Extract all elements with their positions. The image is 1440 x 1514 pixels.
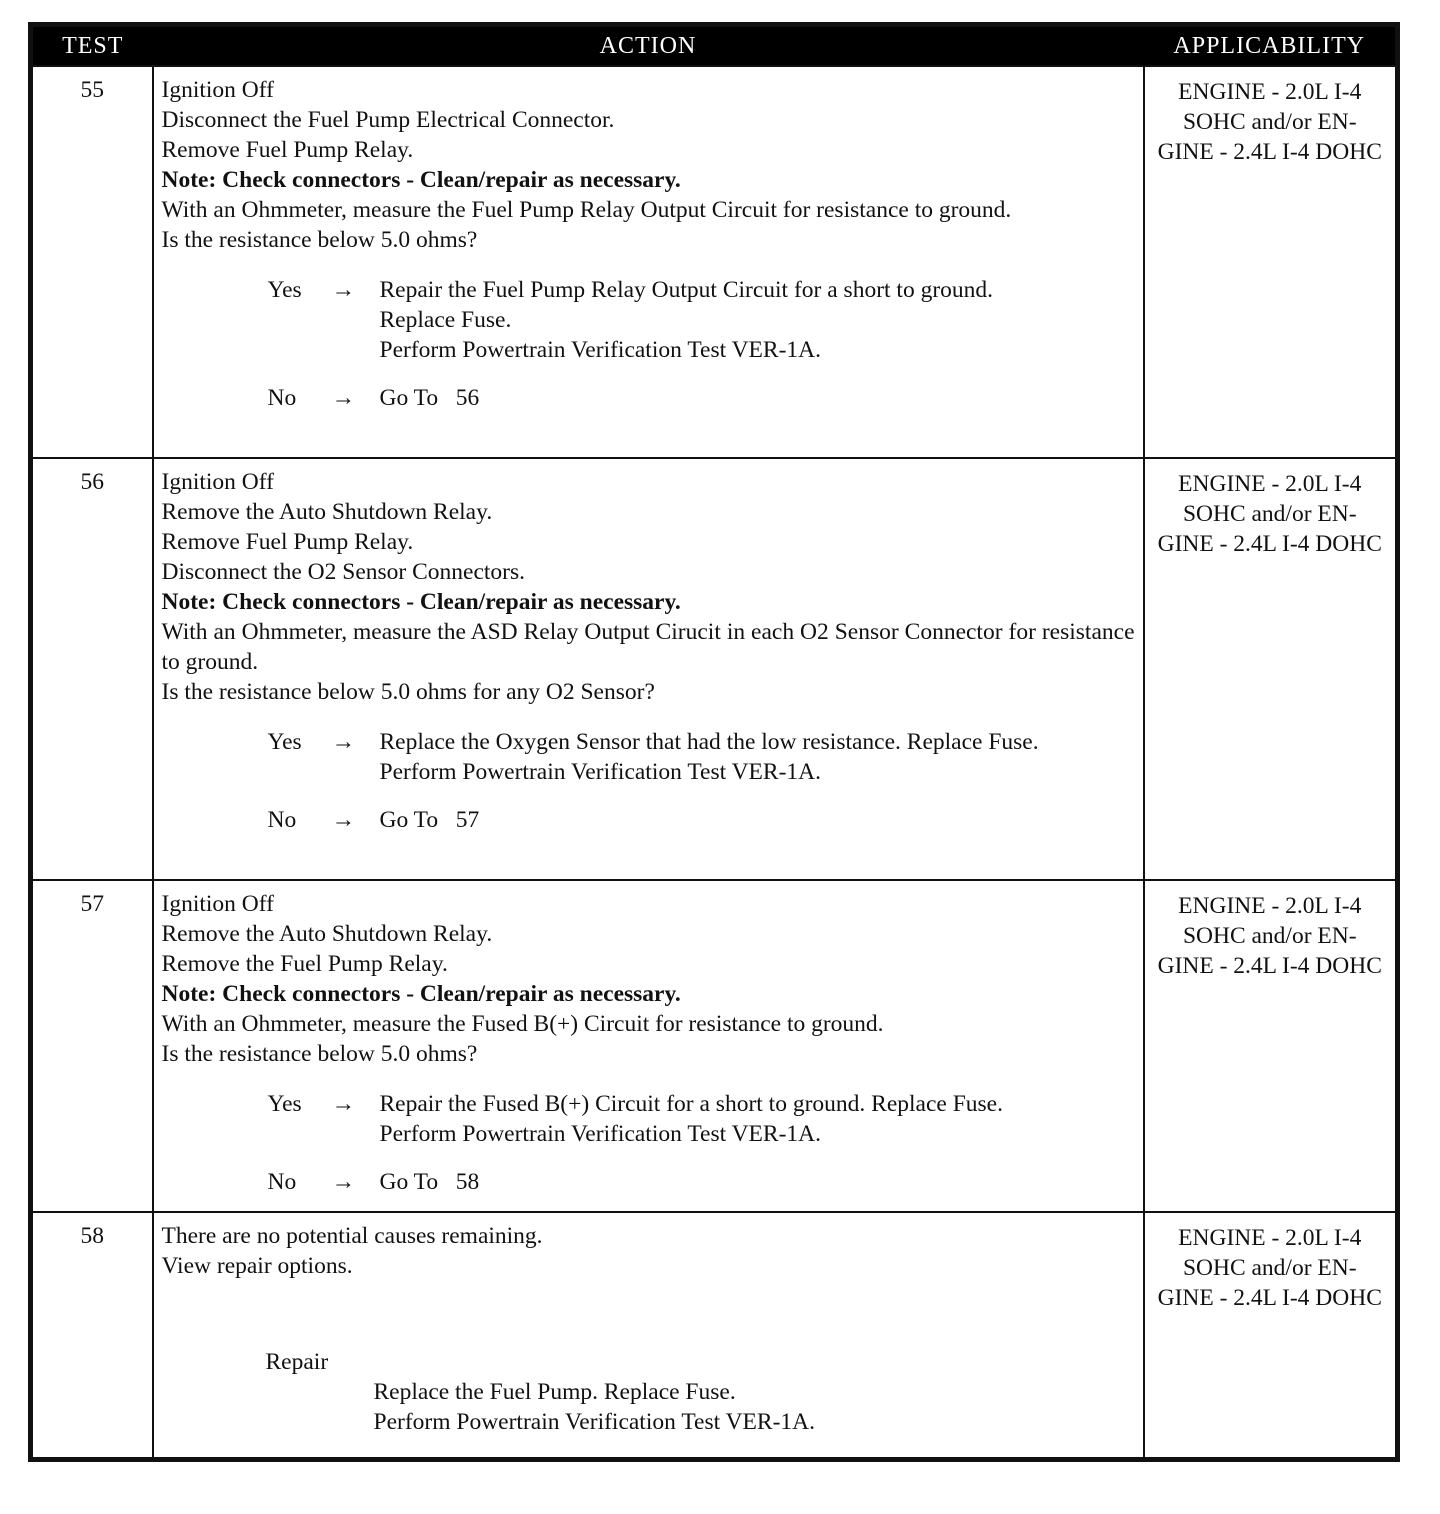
test-number: 56 — [31, 458, 153, 880]
yes-line: Perform Powertrain Verification Test VER-1A. — [379, 759, 822, 785]
action-step: Remove Fuel Pump Relay. — [161, 529, 414, 555]
yes-line: Repair the Fuel Pump Relay Output Circuit for a short to ground. — [379, 277, 994, 303]
action-step: Remove Fuel Pump Relay. — [161, 137, 414, 163]
action-cell — [153, 458, 1144, 880]
header-action: ACTION — [153, 25, 1144, 67]
header-test: TEST — [31, 25, 153, 67]
yes-line: Repair the Fused B(+) Circuit for a short to ground. Replace Fuse. — [379, 1091, 1003, 1117]
action-step: Ignition Off — [161, 77, 274, 103]
applicability-text: ENGINE - 2.0L I-4 SOHC and/or EN- GINE - 2.4L I-4 DOHC — [1144, 880, 1398, 1212]
yes-line: Perform Powertrain Verification Test VER-1A. — [379, 337, 822, 363]
action-step: View repair options. — [161, 1253, 353, 1279]
action-step: Ignition Off — [161, 891, 274, 917]
yes-line: Perform Powertrain Verification Test VER-1A. — [379, 1121, 822, 1147]
no-label: No — [267, 807, 297, 833]
action-measure: With an Ohmmeter, measure the Fused B(+) Circuit for resistance to ground. — [161, 1011, 884, 1037]
table-row — [31, 1212, 1398, 1460]
action-step: Disconnect the Fuel Pump Electrical Connector. — [161, 107, 615, 133]
no-outcome — [268, 805, 1135, 835]
no-goto: Go To 58 — [379, 1169, 480, 1195]
action-step: Ignition Off — [161, 469, 274, 495]
action-measure: With an Ohmmeter, measure the ASD Relay Output Cirucit in each O2 Sensor Connector for resistance to ground. — [161, 619, 1135, 675]
yes-outcome — [268, 1089, 1135, 1149]
action-step: Disconnect the O2 Sensor Connectors. — [161, 559, 526, 585]
test-number: 58 — [31, 1212, 153, 1460]
no-goto: Go To 57 — [379, 807, 480, 833]
test-number: 55 — [31, 66, 153, 458]
yes-line: Replace the Oxygen Sensor that had the low resistance. Replace Fuse. — [379, 729, 1039, 755]
yes-label: Yes — [267, 729, 302, 755]
action-cell — [153, 1212, 1144, 1460]
yes-outcome — [268, 275, 1135, 365]
action-question: Is the resistance below 5.0 ohms? — [161, 227, 478, 253]
yes-outcome — [268, 727, 1135, 787]
yes-label: Yes — [267, 277, 302, 303]
applicability-text: ENGINE - 2.0L I-4 SOHC and/or EN- GINE - 2.4L I-4 DOHC — [1144, 458, 1398, 880]
applicability-text: ENGINE - 2.0L I-4 SOHC and/or EN- GINE - 2.4L I-4 DOHC — [1144, 1212, 1398, 1460]
header-row — [31, 25, 1398, 67]
repair-label: Repair — [265, 1349, 329, 1375]
action-question: Is the resistance below 5.0 ohms for any O2 Sensor? — [161, 679, 655, 705]
repair-options — [266, 1347, 1135, 1437]
action-measure: With an Ohmmeter, measure the Fuel Pump Relay Output Circuit for resistance to ground. — [161, 197, 1012, 223]
no-outcome — [268, 1167, 1135, 1197]
no-label: No — [267, 1169, 297, 1195]
action-step: Remove the Auto Shutdown Relay. — [161, 499, 493, 525]
action-step: There are no potential causes remaining. — [161, 1223, 543, 1249]
arrow-icon: → — [331, 729, 355, 755]
table-row — [31, 458, 1398, 880]
arrow-icon: → — [331, 807, 355, 833]
action-note: Note: Check connectors - Clean/repair as necessary. — [161, 981, 681, 1007]
table-row — [31, 66, 1398, 458]
action-question: Is the resistance below 5.0 ohms? — [161, 1041, 478, 1067]
repair-line: Replace the Fuel Pump. Replace Fuse. — [373, 1379, 736, 1405]
arrow-icon: → — [331, 1091, 355, 1117]
table-row — [31, 880, 1398, 1212]
action-note: Note: Check connectors - Clean/repair as necessary. — [161, 589, 681, 615]
yes-line: Replace Fuse. — [379, 307, 512, 333]
header-applicability: APPLICABILITY — [1144, 25, 1398, 67]
no-goto: Go To 56 — [379, 385, 480, 411]
no-outcome — [268, 383, 1135, 413]
action-cell — [153, 880, 1144, 1212]
no-label: No — [267, 385, 297, 411]
arrow-icon: → — [331, 1169, 355, 1195]
arrow-icon: → — [331, 385, 355, 411]
applicability-text: ENGINE - 2.0L I-4 SOHC and/or EN- GINE - 2.4L I-4 DOHC — [1144, 66, 1398, 458]
action-cell — [153, 66, 1144, 458]
repair-line: Perform Powertrain Verification Test VER-1A. — [373, 1409, 816, 1435]
arrow-icon: → — [331, 277, 355, 303]
action-step: Remove the Fuel Pump Relay. — [161, 951, 448, 977]
test-number: 57 — [31, 880, 153, 1212]
yes-label: Yes — [267, 1091, 302, 1117]
diagnostic-test-table — [28, 22, 1400, 1462]
action-note: Note: Check connectors - Clean/repair as necessary. — [161, 167, 681, 193]
action-step: Remove the Auto Shutdown Relay. — [161, 921, 493, 947]
